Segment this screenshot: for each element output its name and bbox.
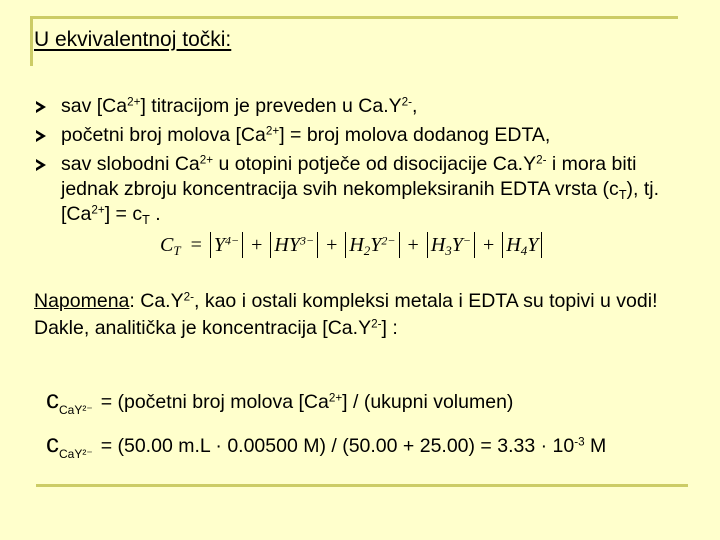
equation-definition: $c_{CaY^{2-}}$ = (početni broj molova $[Ca^{2+}]$ / (ukupni volumen) — [46, 384, 514, 417]
formula-ct: $C_T$ — [160, 233, 181, 258]
formula-term-h3y: $H_3Y^-$ — [427, 232, 475, 258]
concentration-formula — [160, 232, 580, 274]
note-label: Napomena — [34, 290, 130, 312]
top-rule — [30, 16, 678, 19]
formula-term-h4y: $H_4Y$ — [502, 232, 542, 258]
formula-term-y: $Y^{4-}$ — [210, 232, 243, 258]
slide-title: U ekvivalentnoj točki: — [34, 28, 232, 51]
equation-calculation: $c_{CaY^{2-}} = (50.00$ m.L · 0.00500 $M) / (50.00 + 25.00) = 3.33 \cdot 10^{-3}$ M — [46, 428, 607, 461]
note-paragraph: Napomena: $Ca.Y^{2-}$, kao i ostali kompleksi metala i EDTA su topivi u vodi! Dakle, analitička je koncentracija $[Ca.Y^{2-}]$ : — [34, 290, 658, 339]
bullet-item: sav $[Ca^{2+}]$ titracijom je preveden u $Ca.Y^{2-}$, — [36, 94, 696, 119]
formula-plus: + — [483, 233, 495, 256]
formula-equals: = — [190, 233, 202, 256]
bullet-list — [36, 94, 696, 231]
formula-plus: + — [407, 233, 419, 256]
bullet-item: početni broj molova $[Ca^{2+}]$ = broj molova dodanog EDTA, — [36, 123, 696, 148]
bullet-item: sav slobodni $Ca^{2+}$ u otopini potječe od disocijacije $Ca.Y^{2-}$ i mora biti jednak zbroju koncentracija svih nekompleksiranih EDTA vrsta $(c_T)$, tj. $[Ca^{2+}] = c_T$ . — [36, 152, 696, 227]
arrow-bullet-icon — [36, 101, 46, 113]
formula-term-h2y: $H_2Y^{2-}$ — [345, 232, 399, 258]
arrow-bullet-icon — [36, 159, 46, 171]
formula-plus: + — [251, 233, 263, 256]
left-rule — [30, 16, 33, 66]
formula-term-hy: $HY^{3-}$ — [270, 232, 318, 258]
bottom-rule — [36, 484, 688, 487]
formula-plus: + — [326, 233, 338, 256]
arrow-bullet-icon — [36, 130, 46, 142]
